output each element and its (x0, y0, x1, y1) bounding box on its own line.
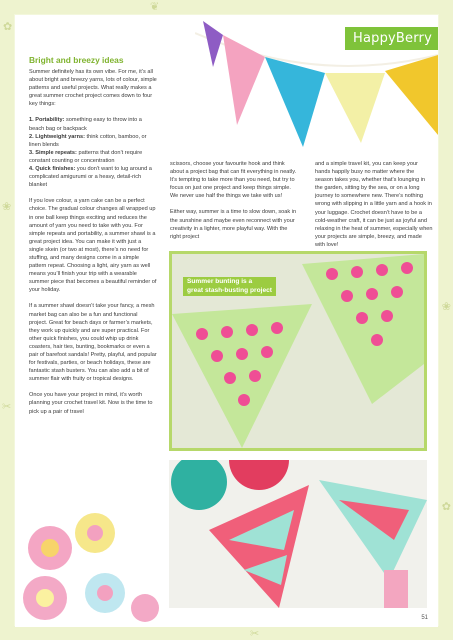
brand-badge: HappyBerry (345, 27, 438, 50)
striped-bunting-photo (169, 460, 427, 608)
list-item: 1. Portability: something easy to throw into a beach bag or backpack (29, 117, 142, 132)
bunting-flag (203, 21, 223, 67)
doodle-icon: ✿ (3, 20, 13, 33)
body-paragraph: and a simple travel kit, you can keep your hands happily busy no matter where the season takes you, whether that’s lounging in the garden, sitting by the sea, or on a long journey to somewhere new. There’s nothing wrong with slipping in a little yarn and a hook in your luggage. Crochet doesn’t have to be a cold-weather craft, it can be just as joyful and relaxing in the heat of summer, especially when your projects are simple, breezy, and made with love! (315, 161, 433, 248)
doodle-icon: ✂ (2, 400, 12, 413)
doodle-icon: ❀ (2, 200, 12, 213)
flowers-illustration (15, 498, 165, 627)
body-paragraph: scissors, choose your favourite hook and think about a project bag that can fit everything in neatly. It’s tempting to take more than you need, but try to focus on just one project and keep things simple. We never use half the things we take with us! (170, 161, 297, 200)
column-3 (315, 160, 433, 257)
doodle-icon: ✂ (250, 627, 260, 640)
body-paragraph: Either way, summer is a time to slow down, soak in the sunshine and maybe even reconnect with your creativity in a lighter, more playful way. With the right project (170, 209, 297, 240)
bunting-flag (385, 55, 438, 135)
column-1 (29, 55, 157, 424)
doodle-icon: ❦ (150, 0, 160, 13)
bunting-flag (325, 73, 385, 143)
list-item: 2. Lightweight yarns: think cotton, bamboo, or linen blends (29, 133, 147, 148)
bunting-photo (195, 15, 438, 173)
article-headline: Bright and breezy ideas (29, 55, 124, 65)
column-2 (170, 160, 298, 249)
page (15, 15, 438, 627)
bunting-flag (265, 57, 325, 147)
doodle-icon: ❀ (441, 300, 451, 313)
doodle-icon: ✿ (441, 500, 451, 513)
list-item: 4. Quick finishes: you don’t want to lug around a complicated amigurumi or a heavy, detail-rich blanket (29, 166, 152, 189)
photo-caption: Summer bunting is a great stash-busting project (183, 277, 276, 296)
body-paragraph: If you love colour, a yarn cake can be a perfect choice. The gradual colour changes all wrapped up in one ball keep things exciting and reduces the amount of yarn you need to take with you. For simple repeats and portability, a summer shawl is a great project idea. You can make it with just a single skein (or two at most), there’s no need for stuffing, and many designs come in a simple pattern repeat. Choosing a light, airy yarn as well means you’ll finish your trip with a wearable summer piece that becomes a beautiful reminder of your holiday. (29, 198, 157, 294)
list-item: 3. Simple repeats: patterns that don’t require constant counting or concentration (29, 149, 143, 164)
bunting-flag (223, 35, 265, 125)
body-paragraph: Once you have your project in mind, it’s worth planning your crochet travel kit. Now is the time to pick up a pair of travel (29, 392, 153, 415)
body-paragraph: If a summer shawl doesn’t take your fancy, a mesh market bag can also be a fun and functional project. Great for beach days or farmer’s markets, they work up quickly and are super practical. For other quick finishes, you could whip up drink coasters, hair ties, bunting, bookmarks or even a pair of barefoot sandals! Pretty, playful, and popular for festivals, parties, or beach holidays, these are fantastic stash busters. You can also add a bit of summer flair with fruity or tropical designs. (29, 303, 157, 383)
crochet-flowers-image (15, 498, 165, 627)
key-points-list (29, 116, 157, 189)
page-number: 51 (421, 615, 428, 621)
striped-triangles-image (169, 460, 427, 608)
intro-paragraph: Summer definitely has its own vibe. For me, it’s all about bright and breezy yarns, lots of colour, simple patterns and useful projects. What really makes a great summer crochet project comes down to four key things: (29, 69, 157, 108)
